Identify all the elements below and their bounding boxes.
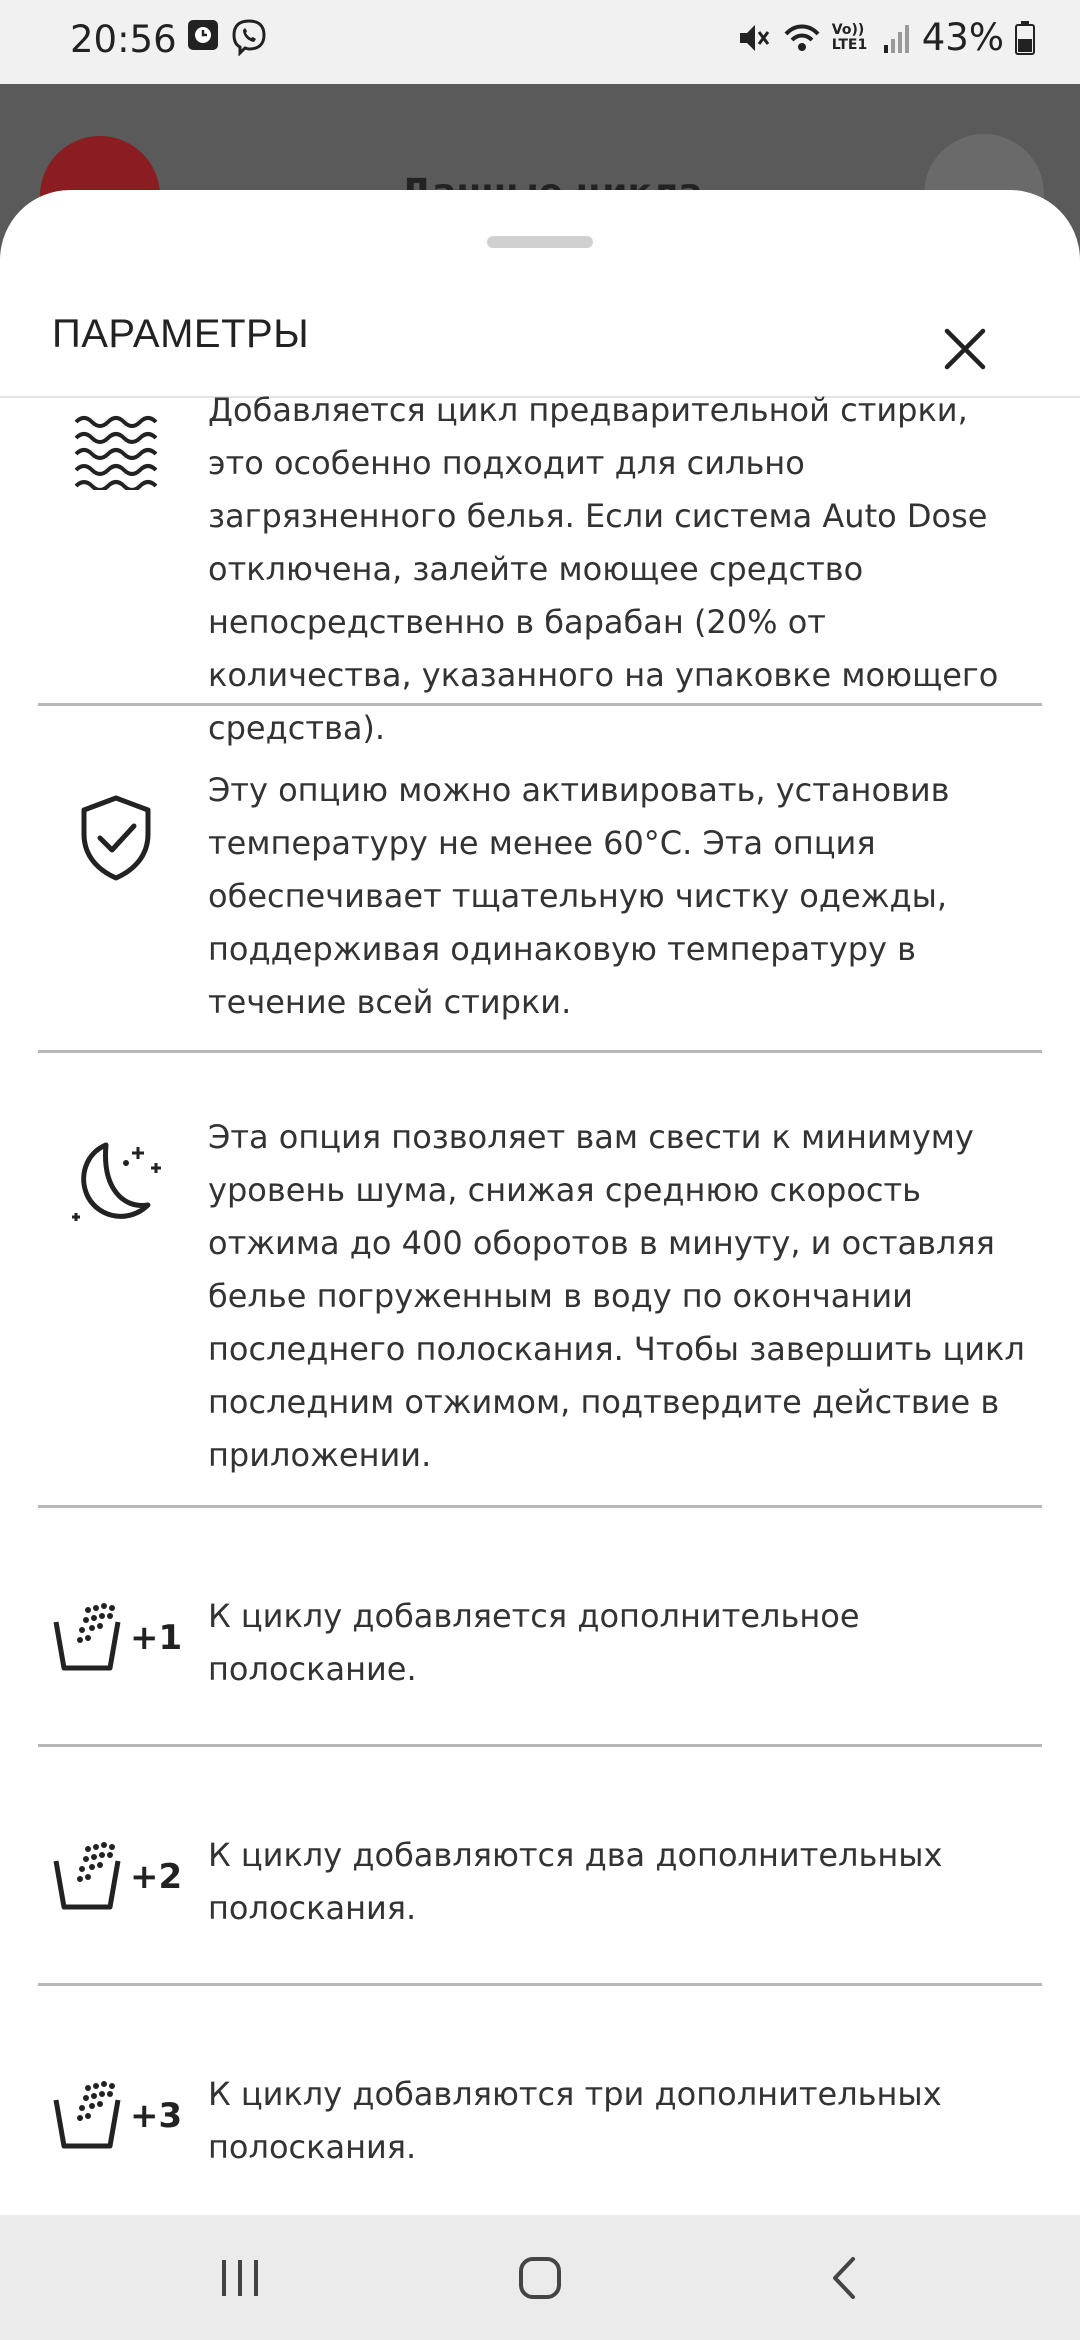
option-description: Эта опция позволяет вам свести к минимуму уровень шума, снижая среднюю скорость отжима до 400 оборотов в минуту, и оставляя белье погруженным в воду по окончании последнего полоскания. Чтобы завершить цикл последним отжимом, подтвердите действие в приложении. <box>208 1118 1025 1474</box>
option-row-night <box>38 1053 1042 1508</box>
close-button[interactable] <box>930 314 1000 384</box>
options-bottom-sheet <box>0 190 1080 2215</box>
option-row-hygiene <box>38 706 1042 1053</box>
back-icon <box>829 2255 859 2301</box>
option-description: К циклу добавляются два дополнительных полоскания. <box>208 1836 943 1927</box>
sheet-title: ПАРАМЕТРЫ <box>52 312 310 356</box>
battery-percent: 43% <box>921 16 1004 59</box>
option-description: К циклу добавляются три дополнительных полоскания. <box>208 2075 942 2166</box>
signal-icon <box>882 21 912 55</box>
night-moon-icon <box>68 1133 168 1233</box>
option-description: К циклу добавляется дополнительное полоскание. <box>208 1597 860 1688</box>
rinse-count-badge: +2 <box>130 1857 183 1897</box>
back-button[interactable] <box>814 2253 874 2303</box>
clock-notification-icon <box>186 18 220 52</box>
wifi-icon <box>782 20 822 56</box>
rinse-plus-icon <box>52 1841 126 1911</box>
rinse-plus-icon <box>52 2080 126 2150</box>
sheet-drag-handle[interactable] <box>487 236 593 248</box>
options-list <box>0 391 1080 2215</box>
close-icon <box>943 327 987 371</box>
option-row-rinse-1 <box>38 1508 1042 1747</box>
prewash-waves-icon <box>74 414 158 490</box>
rinse-count-badge: +1 <box>130 1618 183 1658</box>
home-button[interactable] <box>510 2253 570 2303</box>
system-navigation-bar <box>0 2215 1080 2340</box>
status-bar <box>0 0 1080 84</box>
rinse-plus-icon <box>52 1602 126 1672</box>
status-right-icons <box>736 16 1036 59</box>
recent-apps-button[interactable] <box>210 2253 270 2303</box>
recent-apps-icon <box>218 2258 262 2298</box>
option-description: Эту опцию можно активировать, установив температуру не менее 60°C. Эта опция обеспечивает тщательную чистку одежды, поддерживая одинаковую температуру в течение всей стирки. <box>208 771 950 1021</box>
battery-icon <box>1014 20 1036 56</box>
option-row-rinse-2 <box>38 1747 1042 1986</box>
option-row-prewash <box>38 384 1042 747</box>
rinse-count-badge: +3 <box>130 2096 183 2136</box>
home-icon <box>517 2255 563 2301</box>
network-label: Vo)) LTE1 <box>831 21 868 53</box>
status-time: 20:56 <box>70 18 177 61</box>
option-description: Добавляется цикл предварительной стирки, это особенно подходит для сильно загрязненного белья. Если система Auto Dose отключена, залейте моющее средство непосредственно в барабан (20% от количества, указанного на упаковке моющего средства). <box>208 391 999 747</box>
status-left-icons <box>186 18 268 56</box>
viber-icon <box>230 18 268 56</box>
option-row-rinse-3 <box>38 1986 1042 2215</box>
shield-check-icon <box>78 794 154 882</box>
mute-icon <box>736 20 772 56</box>
